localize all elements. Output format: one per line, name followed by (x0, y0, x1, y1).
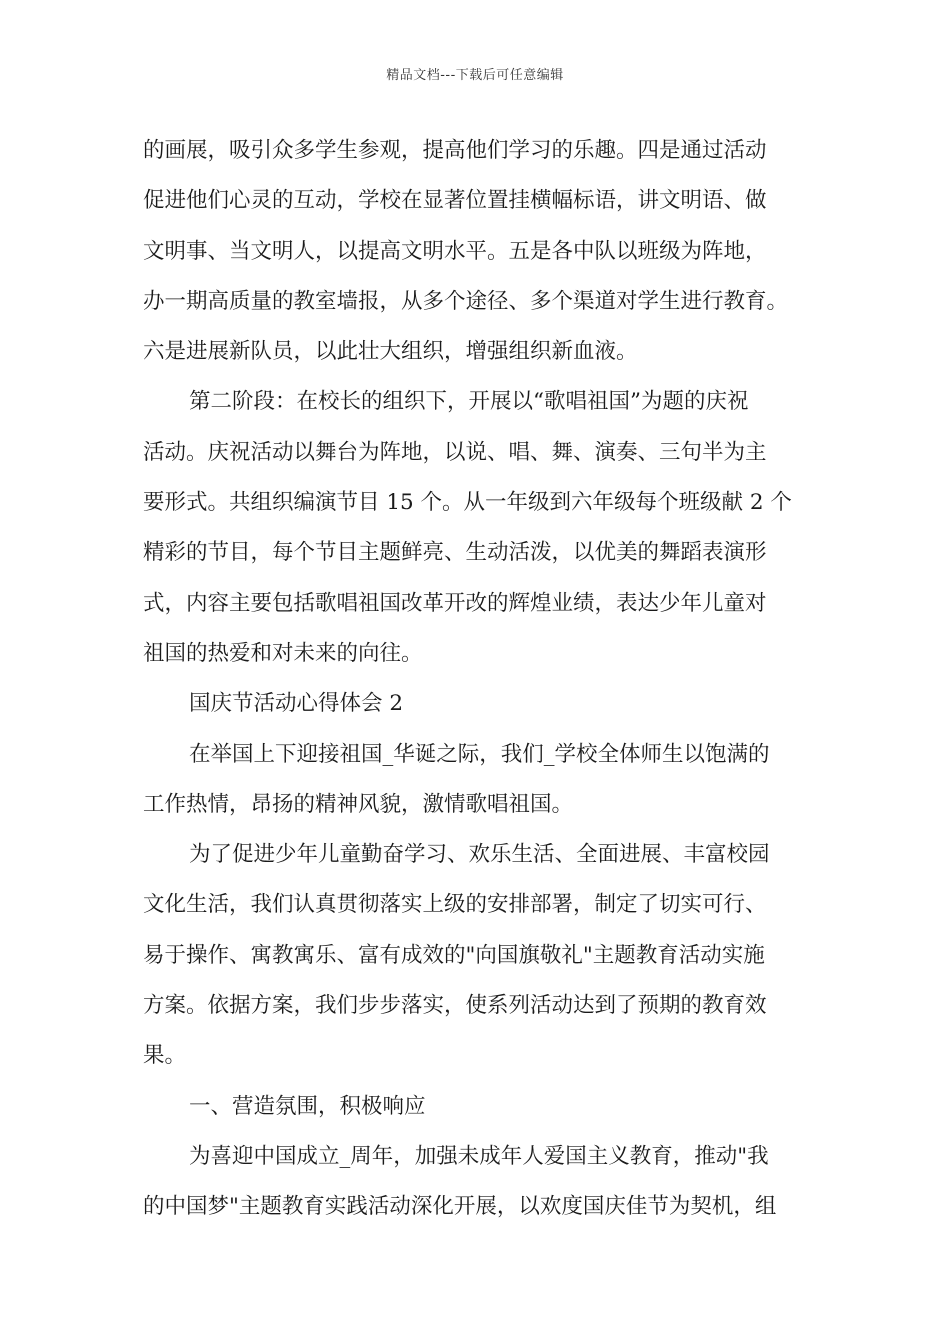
text-line: 祖国的热爱和对未来的向往。 (143, 640, 423, 666)
text-line: 方案。依据方案，我们步步落实，使系列活动达到了预期的教育效 (143, 993, 767, 1019)
text-line: 要形式。共组织编演节目 15 个。从一年级到六年级每个班级献 2 个 (143, 490, 792, 516)
text-line: 果。 (143, 1043, 187, 1069)
text-line: 工作热情，昂扬的精神风貌，激情歌唱祖国。 (143, 791, 574, 817)
text-line: 文明事、当文明人，以提高文明水平。五是各中队以班级为阵地， (143, 238, 767, 264)
text-line: 办一期高质量的教室墙报，从多个途径、多个渠道对学生进行教育。 (143, 288, 789, 314)
page-header: 精品文档---下载后可任意编辑 (386, 68, 564, 83)
section-title: 国庆节活动心得体会 2 (189, 691, 404, 717)
text-line: 式，内容主要包括歌唱祖国改革开改的辉煌业绩，表达少年儿童对 (143, 590, 767, 616)
paragraph-start-line: 为喜迎中国成立_周年，加强未成年人爱国主义教育，推动"我 (189, 1143, 769, 1169)
text-line: 的画展，吸引众多学生参观，提高他们学习的乐趣。四是通过活动 (143, 138, 767, 163)
text-line: 文化生活，我们认真贯彻落实上级的安排部署，制定了切实可行、 (143, 892, 767, 918)
text-line: 六是进展新队员，以此壮大组织，增强组织新血液。 (143, 339, 638, 365)
text-line: 精彩的节目，每个节目主题鲜亮、生动活泼，以优美的舞蹈表演形 (143, 540, 767, 566)
paragraph-start-line: 第二阶段：在校长的组织下，开展以“歌唱祖国”为题的庆祝 (189, 389, 749, 415)
text-line: 促进他们心灵的互动，学校在显著位置挂横幅标语，讲文明语、做 (143, 188, 767, 214)
paragraph-start-line: 在举国上下迎接祖国_华诞之际，我们_学校全体师生以饱满的 (189, 741, 770, 767)
text-line: 易于操作、寓教寓乐、富有成效的"向国旗敬礼"主题教育活动实施 (143, 942, 765, 968)
text-line: 活动。庆祝活动以舞台为阵地，以说、唱、舞、演奏、三句半为主 (143, 439, 767, 465)
text-line: 的中国梦"主题教育实践活动深化开展，以欢度国庆佳节为契机，组 (143, 1194, 777, 1220)
paragraph-start-line: 为了促进少年儿童勤奋学习、欢乐生活、全面进展、丰富校园 (189, 842, 770, 868)
section-heading: 一、营造氛围，积极响应 (189, 1093, 426, 1119)
document-body (143, 126, 808, 1233)
